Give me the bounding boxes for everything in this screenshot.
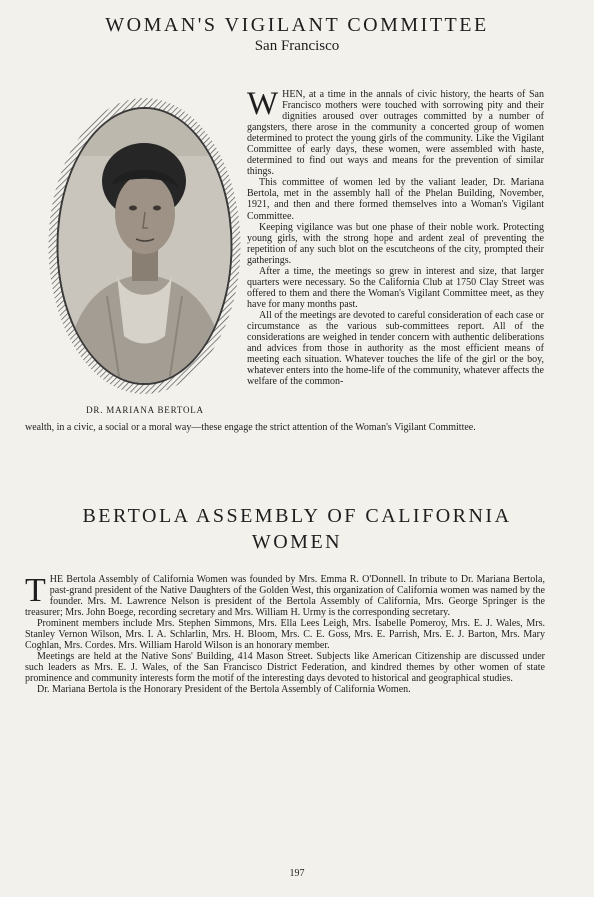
section1-title: WOMAN'S VIGILANT COMMITTEE [105,14,489,36]
section1-column [247,86,544,388]
section2-paragraph-3: Meetings are held at the Native Sons' Building, 414 Mason Street. Subjects like American Citizenship are discussed under such leaders as Mrs. E. J. Wales, of the San Francisco District Federation, and kindred themes by other women of state prominence and community interests form the motif of the interesting days devoted to historical and geographical studies. [25,650,545,684]
paragraph-1 [247,86,544,178]
section2-body [25,572,545,695]
section1-subtitle: San Francisco [254,38,340,54]
section2-title-line1: BERTOLA ASSEMBLY OF CALIFORNIA [82,505,512,527]
paragraph-5-continued: wealth, in a civic, a social or a moral way—these engage the strict attention of the Woman's Vigilant Committee. [25,422,476,433]
paragraph-5: All of the meetings are devoted to careful consideration of each case or circumstance as the various sub-committees report. All of the considerations are weighed in tender concern with authentic deliberations and advices from those in authority as the most efficient means of meeting each situation. Whatever touches the life of the girl or the boy, whatever enters into the home-life of the community, whatever affects the welfare of the common- [247,309,544,388]
section2-paragraph-2: Prominent members include Mrs. Stephen Simmons, Mrs. Ella Lees Leigh, Mrs. Isabelle Pomeroy, Mrs. E. J. Wales, Mrs. Stanley Vernon Wilson, Mrs. I. A. Schlarlin, Mrs. H. Bloom, Mrs. C. E. Goss, Mrs. E. Parrish, Mrs. E. J. Barton, Mrs. Mary Coghlan, Mrs. Cordes. Mrs. William Harold Wilson is an honorary member. [25,617,545,651]
paragraph-4: After a time, the meetings so grew in interest and size, that larger quarters were necessary. So the California Club at 1750 Clay Street was offered to them and there the Woman's Vigilant Committee meet, as they have for many months past. [247,265,544,310]
dropcap-w: W [247,86,279,122]
page-number: 197 [289,868,305,879]
portrait-caption: DR. MARIANA BERTOLA [86,405,204,415]
paragraph-3: Keeping vigilance was but one phase of their noble work. Protecting young girls, with the strong hope and ardent zeal of preventing the repetition of any such blot on the escutcheons of the city, prompted their gatherings. [247,221,544,266]
section2-paragraph-1 [25,572,545,619]
section2-paragraph-4: Dr. Mariana Bertola is the Honorary President of the Bertola Assembly of California Women. [37,683,411,695]
section2-title [20,503,574,555]
paragraph-2: This committee of women led by the valiant leader, Dr. Mariana Bertola, met in the assembly hall of the Phelan Building, November, 1921, and then and there formed themselves into a Woman's Vigilant Committee. [247,177,544,222]
portrait-photo [47,96,242,396]
section2-title-line2: WOMEN [251,531,343,553]
section2-paragraph-1-text: HE Bertola Assembly of California Women was founded by Mrs. Emma R. O'Donnell. In tribute to Dr. Mariana Bertola, past-grand president of the Native Daughters of the Golden West, this organization of California women was named by the founder. Mrs. M. Lawrence Nelson is president of the Bertola Assembly of California, Mrs. George Springer is the treasurer; Mrs. John Boege, recording secretary and Mrs. William H. Urmy is the corresponding secretary. [25,574,545,618]
dropcap-t: T [25,572,46,609]
paragraph-1-text: HEN, at a time in the annals of civic history, the hearts of San Francisco mothers were touched with sorrowing pity and their dignities aroused over outrages committed by a number of gangsters, there arose in the community a concerted group of women determined to protect the young girls of the community. Like the Vigilant Committee of early days, these women, were assembled with haste, determined to find out ways and means for the prevention of similar things. [247,89,544,178]
